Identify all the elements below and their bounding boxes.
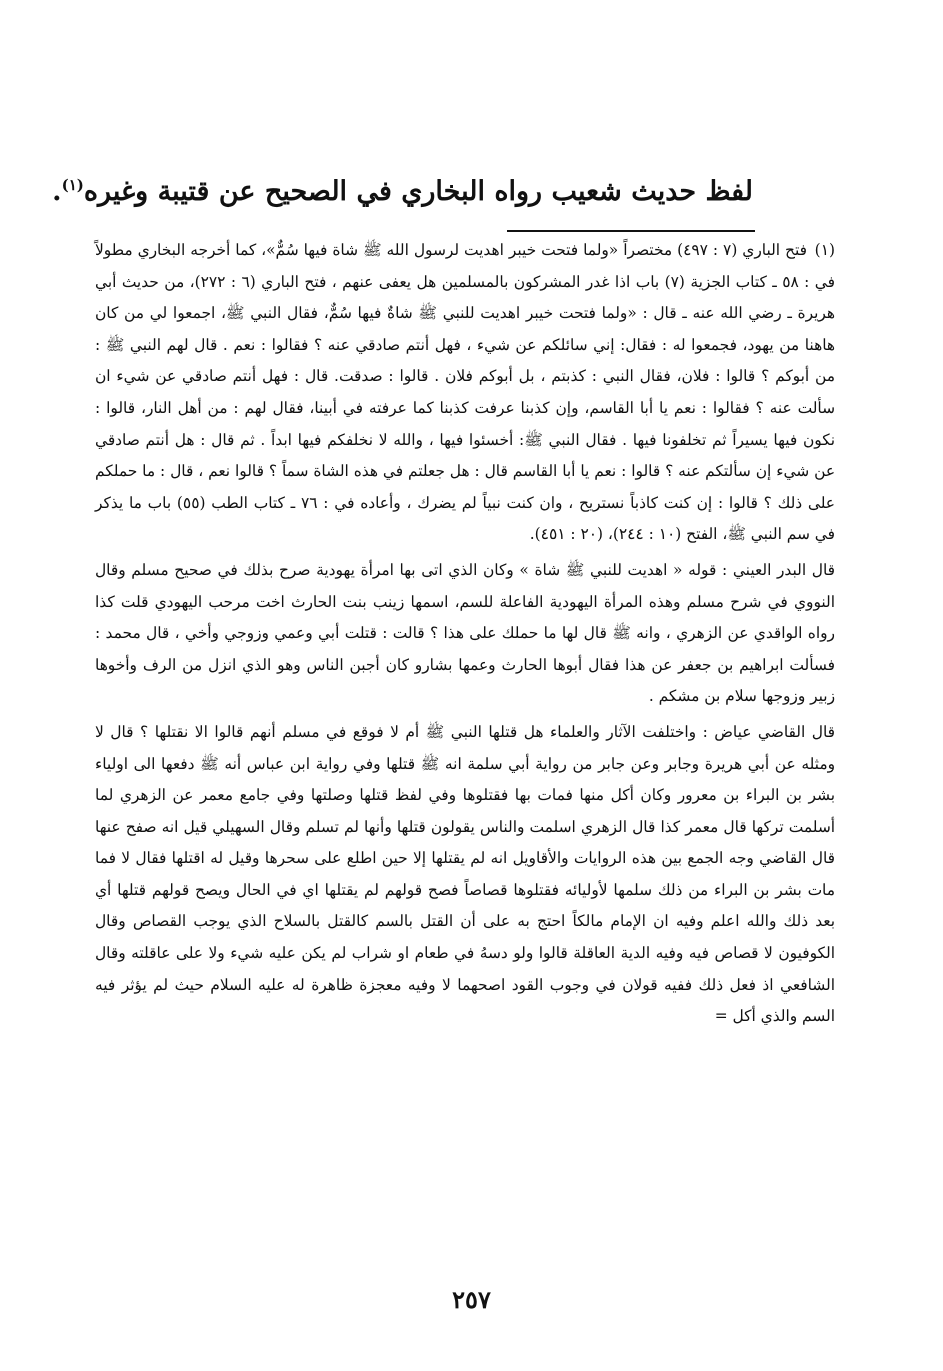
heading-end-mark: .: [52, 176, 62, 207]
page-number: ٢٥٧: [452, 1285, 491, 1314]
footnotes-area: [95, 235, 835, 1033]
footnote-1: [95, 235, 835, 551]
commentary-paragraph-aini: قال البدر العيني : قوله « اهديت للنبي ﷺ شاة » وكان الذي اتى بها امرأة يهودية صرح بذلك في صحيح مسلم وقال النووي في شرح مسلم وهذه المرأة اليهودية الفاعلة للسم، اسمها زينب بنت الحارث اخت مرحب اليهودي قلت كذا رواه الواقدي عن الزهري ، وانه ﷺ قال لها ما حملك على هذا ؟ قالت : قتلت أبي وعمي وزوجي وأخي ، قال محمد : فسألت ابراهيم بن جعفر عن هذا فقال أبوها الحارث وعمها بشارو كان أجبن الناس وهو الذي انزل من الرف وأخوها زبير وزوجها سلام بن مشكم .: [95, 560, 835, 706]
footnote-marker: (١): [61, 176, 84, 194]
commentary-paragraph-iyad: قال القاضي عياض : واختلفت الآثار والعلماء هل قتلها النبي ﷺ أم لا فوقع في مسلم أنهم قالوا الا نقتلها ؟ قال لا ومثله عن أبي هريرة وجابر وعن جابر من رواية أبي سلمة انه ﷺ قتلها وفي رواية ابن عباس أنه ﷺ دفعها الى اولياء بشر بن البراء بن معرور وكان أكل منها فمات بها فقتلوها وفي لفظ قتلها وصلتها وفي جامع معمر عن الزهري لما أسلمت تركها قال معمر كذا قال الزهري اسلمت والناس يقولون قتلها وأنها لم تسلم وقال السهيلي قيل انه صفح عنها قال القاضي وجه الجمع بين هذه الروايات والأقاويل انه لم يقتلها إلا حين اطلع على سحرها وقيل له اقتلها فقال لا فما مات بشر بن البراء من ذلك سلمها لأوليائه فقتلوها قصاصاً فصح قولهم لم يقتلها اي في الحال ويصح قولهم قتلها أي بعد ذلك والله اعلم وفيه ان الإمام مالكاً احتج به على أن القتل بالسم كالقتل بالسلاح الذي يوجب القصاص وقال الكوفيون لا قصاص فيه وفيه الدية العاقلة قالوا ولو دسهُ في طعام او شراب لم يكن عليه شيء ولا على عاقلته وقال الشافعي اذ فعل ذلك ففيه قولان في وجوب القود اصحهما لا وفيه معجزة ظاهرة له عليه السلام حيث لم يؤثر فيه السم والذي أكل =: [95, 722, 835, 1026]
chapter-heading: [52, 165, 753, 212]
footnote-text: فتح الباري (٧ : ٤٩٧) مختصراً «ولما فتحت خيبر اهديت لرسول الله ﷺ شاة فيها سُمٌّ»، كما أخرجه البخاري مطولاً في : ٥٨ ـ كتاب الجزية (٧) باب اذا غدر المشركون بالمسلمين هل يعفى عنهم ، فتح الباري (٦ : ٢٧٢)، من حديث أبي هريرة ـ رضي الله عنه ـ قال : «ولما فتحت خيبر اهديت للنبي ﷺ شاةٌ فيها سُمٌّ، فقال النبي ﷺ، اجمعوا لي من كان هاهنا من يهود، فجمعوا له : فقال: إني سائلكم عن شيء ، فهل أنتم صادقي عنه ؟ فقالوا : نعم . قال لهم النبي ﷺ : من أبوكم ؟ قالوا : فلان، فقال النبي : كذبتم ، بل أبوكم فلان . قالوا : صدقت. قال : فهل أنتم صادقي عن شيء ان سألت عنه ؟ فقالوا : نعم يا أبا القاسم، وإن كذبنا عرفت كذبنا كما عرفته في أبينا، فقال لهم : من أهل النار، قالوا : نكون فيها يسيراً ثم تخلفونا فيها . فقال النبي ﷺ: أخسئوا فيها ، والله لا نخلفكم فيها ابداً . ثم قال : هل أنتم صادقي عن شيء إن سألتكم عنه ؟ قالوا : نعم يا أبا القاسم قال : هل جعلتم في هذه الشاة سماً ؟ قالوا نعم ، قال : ما حملكم على ذلك ؟ قالوا : إن كنت كاذباً نستريح ، وان كنت نبياً لم يضرك ، وأعاده في : ٧٦ ـ كتاب الطب (٥٥) باب ما يذكر في سم النبي ﷺ، الفتح (١٠ : ٢٤٤)، (٢٠ : ٤٥١).: [95, 241, 835, 544]
footnote-separator: [507, 230, 755, 232]
footnote-number: (١): [814, 241, 835, 259]
chapter-heading-text: لفظ حديث شعيب رواه البخاري في الصحيح عن قتيبة وغيره: [83, 176, 753, 207]
